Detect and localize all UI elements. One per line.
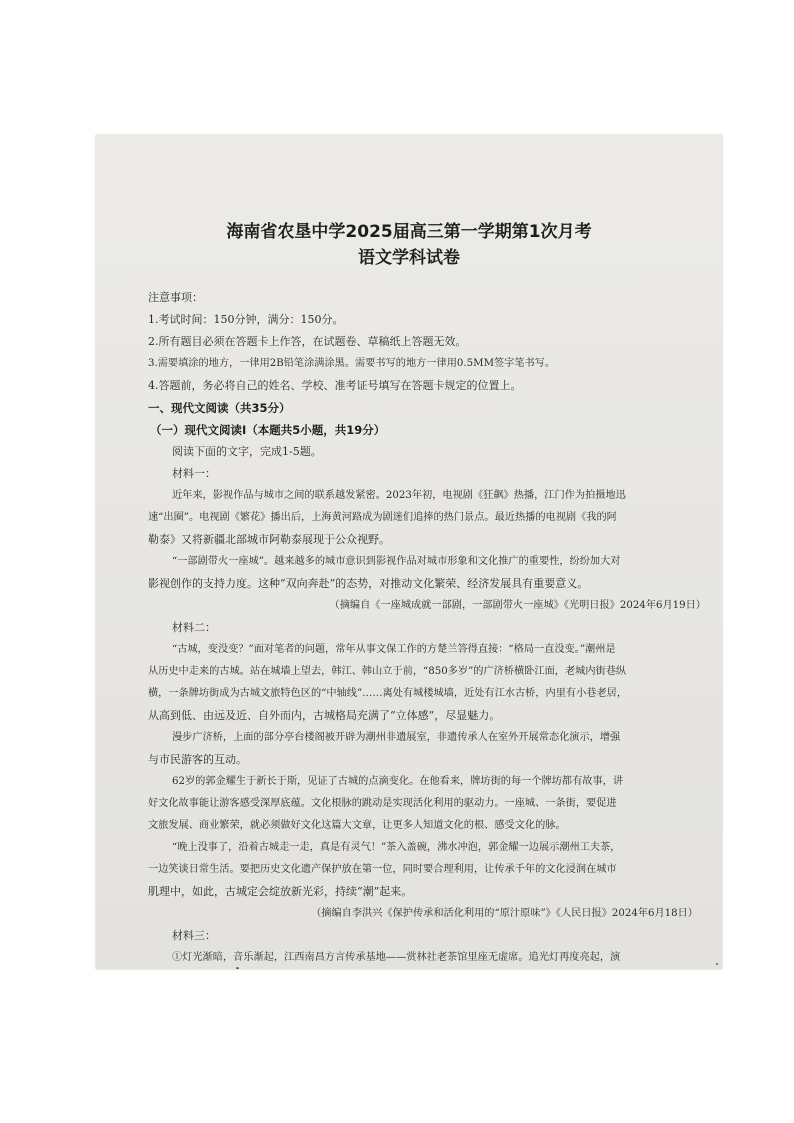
exam-title: 海南省农垦中学2025届高三第一学期第1次月考 [226, 222, 592, 242]
material-2-line: 好文化故事能让游客感受深厚底蕴。文化根脉的跳动是实现活化利用的驱动力。一座城、一条街，要促进 [148, 798, 617, 809]
material-2-line: 从历史中走来的古城。站在城墙上望去，韩江、韩山立于前，“850多岁”的广济桥横卧江面，老城内街巷纵 [148, 666, 627, 677]
notice-heading: 注意事项： [148, 291, 203, 304]
material-2-line: “古城，变没变？”面对笔者的问题，常年从事文保工作的方楚兰答得直接：“格局一直没变。”潮州是 [172, 644, 616, 655]
material-2-line: “晚上没事了，沿着古城走一走，真是有灵气！”茶入盖碗，沸水冲泡，郭金耀一边展示潮州工夫茶， [172, 842, 621, 853]
material-3-label: 材料三： [172, 929, 216, 942]
material-1-line: 勒泰》又将新疆北部城市阿勒泰展现于公众视野。 [148, 533, 390, 546]
notice-item: 4.答题前，务必将自己的姓名、学校、准考证号填写在答题卡规定的位置上。 [148, 379, 522, 392]
material-2-line: 一边笑谈日常生活。要把历史文化遗产保护放在第一位，同时要合理利用，让传承千年的文化浸润在城市 [148, 864, 617, 875]
subsection-heading: （一）现代文阅读Ⅰ（本题共5小题，共19分） [150, 423, 386, 437]
material-2-line: 漫步广济桥，上面的部分亭台楼阁被开辟为潮州非遗展室，非遗传承人在室外开展常态化演示，增强 [172, 732, 621, 743]
scanned-exam-page [96, 135, 722, 969]
material-1-source: （摘编自《一座城成就一部剧，一部剧带火一座城》《光明日报》2024年6月19日） [329, 600, 706, 611]
material-2-source: （摘编自李洪兴《保护传承和活化利用的“原汁原味”》《人民日报》2024年6月18日） [311, 908, 698, 919]
material-2-line: 从高到低、由远及近、自外而内，古城格局充满了“立体感”，尽显魅力。 [148, 709, 501, 722]
section-heading: 一、现代文阅读（共35分） [148, 401, 291, 415]
notice-item: 2.所有题目必须在答题卡上作答，在试题卷、草稿纸上答题无效。 [148, 335, 467, 348]
material-1-line: 近年来，影视作品与城市之间的联系越发紧密。2023年初，电视剧《狂飙》热播，江门作为拍摄地迅 [172, 490, 626, 501]
material-1-label: 材料一： [172, 467, 216, 480]
instruction: 阅读下面的文字，完成1-5题。 [172, 445, 322, 458]
material-1-line: 速“出圈”。电视剧《繁花》播出后，上海黄河路成为剧迷们追捧的热门景点。最近热播的电视剧《我的阿 [148, 512, 617, 523]
material-2-label: 材料二： [172, 621, 216, 634]
material-3-line: ①灯光渐暗，音乐渐起，江西南昌方言传承基地——赏林社老茶馆里座无虚席。追光灯再度亮起，演 [172, 952, 621, 963]
material-1-line: “一部剧带火一座城”。越来越多的城市意识到影视作品对城市形象和文化推广的重要性，纷纷加大对 [172, 556, 621, 567]
material-2-line: 文旅发展、商业繁荣，就必须做好文化这篇大文章，让更多人知道文化的根、感受文化的脉。 [148, 820, 566, 831]
material-2-line: 与市民游客的互动。 [148, 753, 247, 766]
exam-subtitle: 语文学科试卷 [358, 248, 460, 268]
ink-speck [716, 963, 718, 965]
material-2-line: 肌理中，如此，古城定会绽放新光彩，持续“潮”起来。 [148, 885, 413, 898]
material-2-line: 横，一条牌坊街成为古城文旅特色区的“中轴线”……离处有城楼城墙，近处有江水古桥，内里有小巷老居， [148, 688, 628, 699]
material-2-line: 62岁的郭金耀生于新长于斯，见证了古城的点滴变化。在他看来，牌坊街的每一个牌坊都有故事，讲 [172, 776, 624, 787]
notice-item: 3.需要填涂的地方，一律用2B铅笔涂满涂黑。需要书写的地方一律用0.5MM签字笔书写。 [148, 358, 556, 369]
material-1-line: 影视创作的支持力度。这种“双向奔赴”的态势，对推动文化繁荣、经济发展具有重要意义。 [148, 577, 589, 590]
notice-item: 1.考试时间：150分钟，满分：150分。 [148, 313, 344, 326]
ink-speck [236, 967, 239, 969]
